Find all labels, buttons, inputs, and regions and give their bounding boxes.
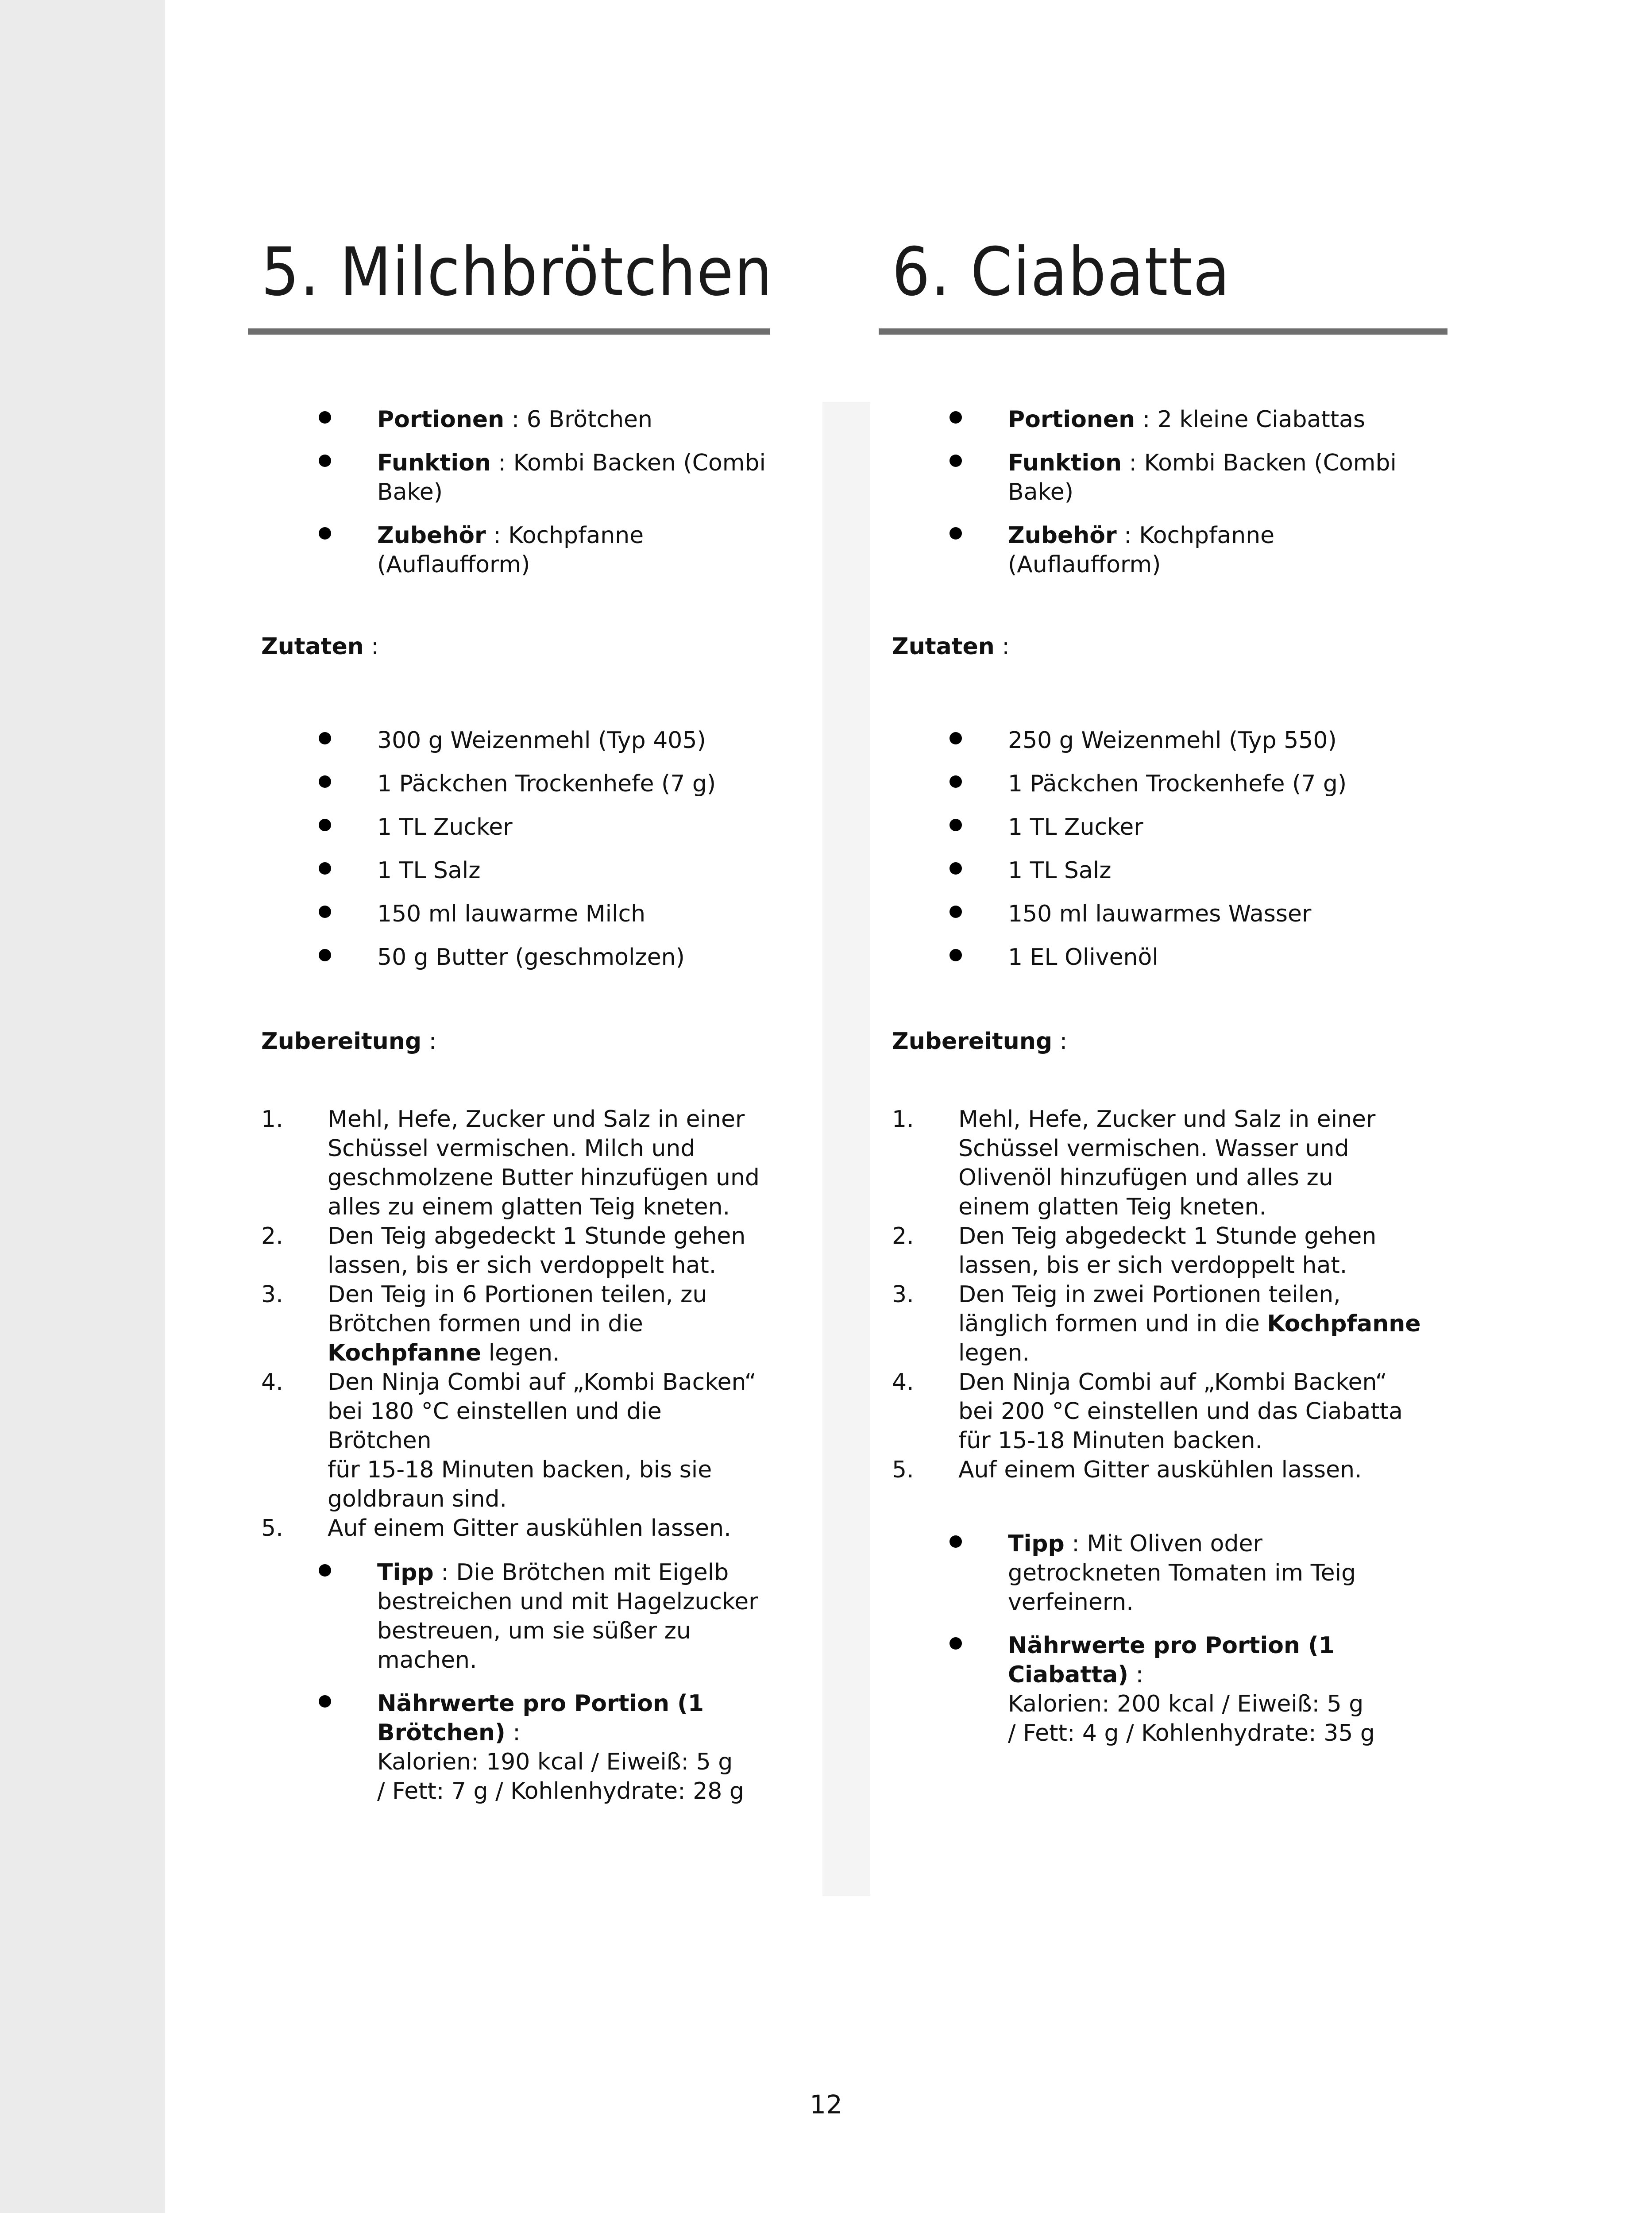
step-item: 2. Den Teig abgedeckt 1 Stunde gehen lassen, bis er sich verdoppelt hat. (261, 1223, 746, 1279)
ingredient-item: 1 TL Salz (319, 856, 716, 885)
tips-list (950, 1529, 1375, 1762)
step-item: 2. Den Teig abgedeckt 1 Stunde gehen lassen, bis er sich verdoppelt hat. (892, 1223, 1377, 1279)
preparation-heading: Zubereitung : (261, 1028, 437, 1055)
nutrition-item: Nährwerte pro Portion (1 Ciabatta) : Kalorien: 200 kcal / Eiweiß: 5 g / Fett: 4 g / Kohlenhydrate: 35 g (950, 1631, 1375, 1748)
step-item: 5. Auf einem Gitter auskühlen lassen. (261, 1515, 731, 1542)
recipe-title: 5. Milchbrötchen (261, 234, 773, 311)
ingredient-item: 1 EL Olivenöl (950, 943, 1347, 972)
step-item: 5. Auf einem Gitter auskühlen lassen. (892, 1457, 1362, 1483)
tip-item: Tipp : Die Brötchen mit Eigelb bestreichen und mit Hagelzucker bestreuen, um sie süßer zu machen. (319, 1558, 758, 1675)
preparation-heading: Zubereitung : (892, 1028, 1068, 1055)
ingredient-item: 1 Päckchen Trockenhefe (7 g) (950, 769, 1347, 798)
step-item: 3. Den Teig in 6 Portionen teilen, zu Brötchen formen und in die Kochpfanne legen. (261, 1281, 707, 1366)
recipe-info-list (950, 405, 1397, 594)
info-function: Funktion : Kombi Backen (Combi Bake) (950, 448, 1397, 507)
column-divider (822, 402, 870, 1896)
recipe-info-list (319, 405, 766, 594)
info-portions: Portionen : 6 Brötchen (319, 405, 766, 434)
ingredient-item: 150 ml lauwarme Milch (319, 899, 716, 929)
step-item: 1. Mehl, Hefe, Zucker und Salz in einer Schüssel vermischen. Wasser und Olivenöl hinzufügen und alles zu einem glatten Teig kneten. (892, 1106, 1376, 1220)
step-item: 4. Den Ninja Combi auf „Kombi Backen“ bei 200 °C einstellen und das Ciabatta für 15-18 Minuten backen. (892, 1369, 1403, 1454)
ingredient-item: 300 g Weizenmehl (Typ 405) (319, 726, 716, 755)
title-underline (248, 328, 770, 335)
step-item: 4. Den Ninja Combi auf „Kombi Backen“ bei 180 °C einstellen und die Brötchen für 15-18 Minuten backen, bis sie goldbraun sind. (261, 1369, 757, 1512)
ingredient-item: 1 TL Salz (950, 856, 1347, 885)
step-item: 1. Mehl, Hefe, Zucker und Salz in einer Schüssel vermischen. Milch und geschmolzene Butter hinzufügen und alles zu einem glatten Teig kneten. (261, 1106, 760, 1220)
tips-list (319, 1558, 758, 1820)
ingredient-item: 50 g Butter (geschmolzen) (319, 943, 716, 972)
ingredients-heading: Zutaten : (261, 633, 379, 660)
page-margin-shade (0, 0, 165, 2213)
title-underline (879, 328, 1447, 335)
info-accessory: Zubehör : Kochpfanne (Auflaufform) (950, 521, 1397, 579)
tip-item: Tipp : Mit Oliven oder getrockneten Tomaten im Teig verfeinern. (950, 1529, 1375, 1617)
step-item: 3. Den Teig in zwei Portionen teilen, länglich formen und in die Kochpfanne legen. (892, 1281, 1421, 1366)
recipe-title: 6. Ciabatta (892, 234, 1231, 311)
ingredients-heading: Zutaten : (892, 633, 1010, 660)
page-number: 12 (810, 2090, 842, 2120)
info-portions: Portionen : 2 kleine Ciabattas (950, 405, 1397, 434)
ingredient-item: 250 g Weizenmehl (Typ 550) (950, 726, 1347, 755)
info-accessory: Zubehör : Kochpfanne (Auflaufform) (319, 521, 766, 579)
ingredient-item: 150 ml lauwarmes Wasser (950, 899, 1347, 929)
ingredients-list (950, 726, 1347, 986)
ingredient-item: 1 Päckchen Trockenhefe (7 g) (319, 769, 716, 798)
ingredient-item: 1 TL Zucker (319, 813, 716, 842)
preparation-steps (261, 1105, 770, 1543)
ingredients-list (319, 726, 716, 986)
nutrition-item: Nährwerte pro Portion (1 Brötchen) : Kalorien: 190 kcal / Eiweiß: 5 g / Fett: 7 g / Kohlenhydrate: 28 g (319, 1689, 758, 1806)
ingredient-item: 1 TL Zucker (950, 813, 1347, 842)
preparation-steps (892, 1105, 1421, 1484)
info-function: Funktion : Kombi Backen (Combi Bake) (319, 448, 766, 507)
